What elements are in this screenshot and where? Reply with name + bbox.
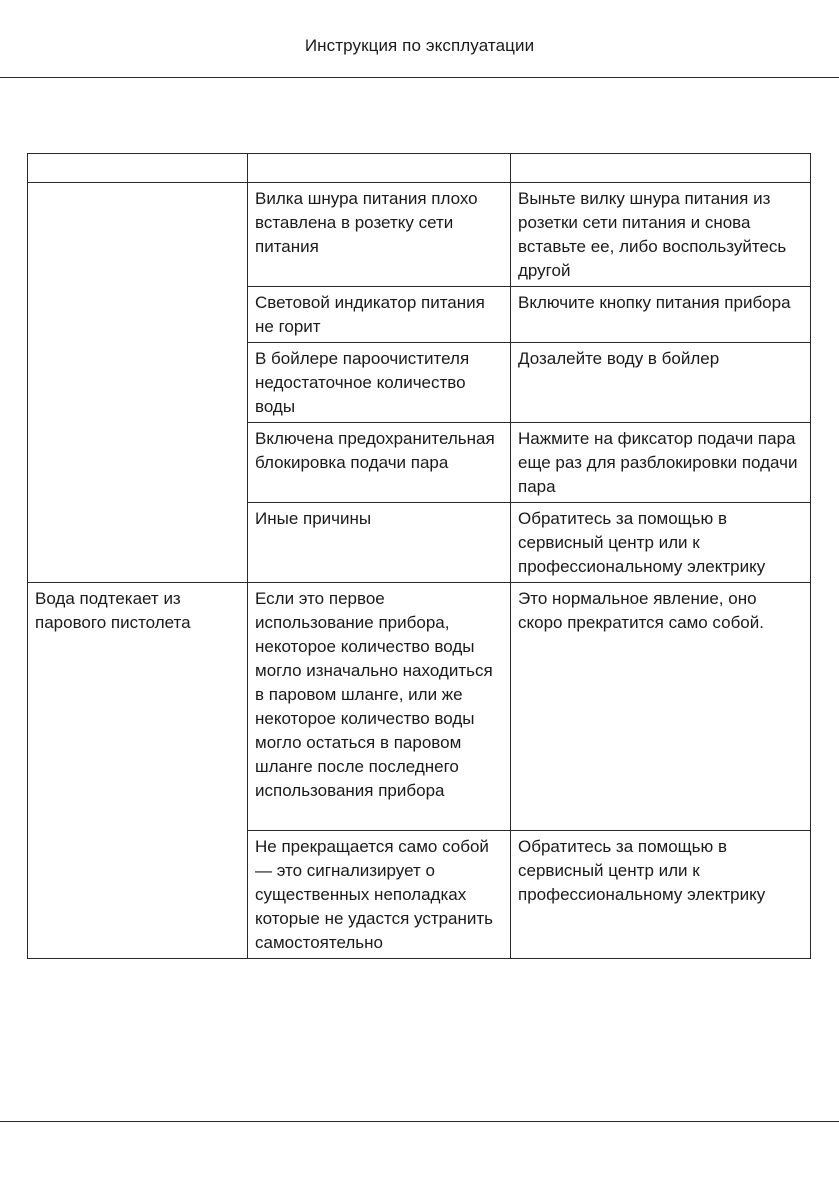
table-header [28,154,811,183]
footer-rule [0,1121,839,1122]
header-cell-cause [248,154,511,183]
table-row [28,183,811,287]
cause-cell: Включена предохранительная блокировка подачи пара [248,423,511,503]
cause-cell: Не прекращается само собой — это сигнализирует о существенных неполадках которые не удастся устранить самостоятельно [248,831,511,959]
troubleshooting-table [27,153,811,959]
solution-cell: Дозалейте воду в бойлер [511,343,811,423]
problem-cell [28,183,248,583]
table-row [28,583,811,831]
page-title: Инструкция по эксплуатации [304,36,535,55]
table-header-row [28,154,811,183]
solution-cell: Нажмите на фиксатор подачи пара еще раз для разблокировки подачи пара [511,423,811,503]
solution-cell: Обратитесь за помощью в сервисный центр или к профессиональному электрику [511,831,811,959]
solution-cell: Включите кнопку питания прибора [511,287,811,343]
cause-cell: Если это первое использование прибора, некоторое количество воды могло изначально находиться в паровом шланге, или же некоторое количество воды могло остаться в паровом шланге после последнего использования прибора [248,583,511,831]
solution-cell: Это нормальное явление, оно скоро прекратится само собой. [511,583,811,831]
cause-cell: Вилка шнура питания плохо вставлена в розетку сети питания [248,183,511,287]
cause-cell: Световой индикатор питания не горит [248,287,511,343]
table-body [28,183,811,959]
cause-cell: В бойлере пароочистителя недостаточное количество воды [248,343,511,423]
header-cell-problem [28,154,248,183]
problem-cell: Вода подтекает из парового пистолета [28,583,248,959]
cause-cell: Иные причины [248,503,511,583]
solution-cell: Выньте вилку шнура питания из розетки сети питания и снова вставьте ее, либо воспользуйтесь другой [511,183,811,287]
solution-cell: Обратитесь за помощью в сервисный центр или к профессиональному электрику [511,503,811,583]
page-header [0,0,839,78]
header-cell-solution [511,154,811,183]
